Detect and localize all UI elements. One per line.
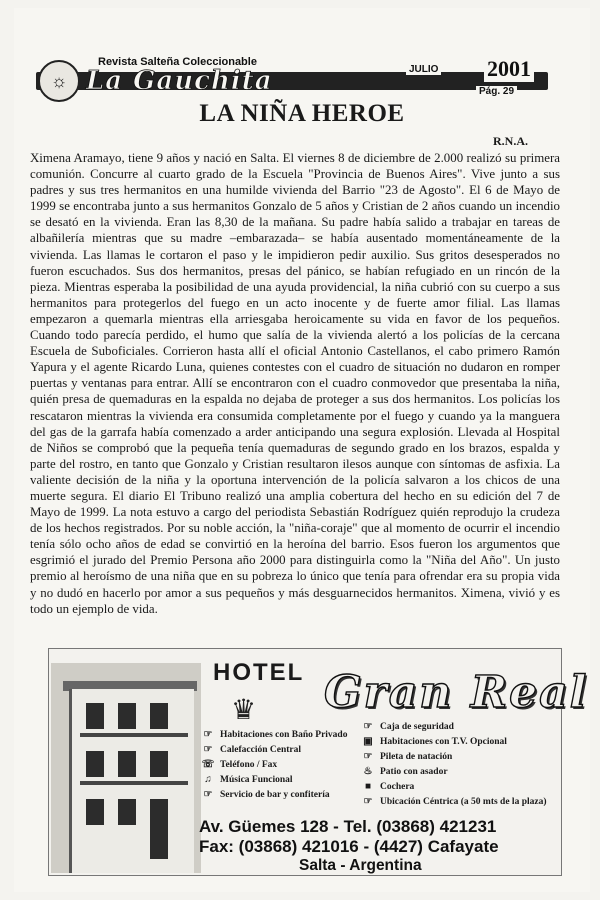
hand-pointer-icon: ☞: [203, 729, 213, 740]
hand-pointer-icon: ☞: [363, 751, 373, 762]
masthead-subtitle: Revista Salteña Coleccionable: [94, 56, 261, 68]
issue-year: 2001: [484, 56, 534, 82]
service-item: ♫ Música Funcional: [199, 772, 347, 787]
grill-icon: ♨: [363, 766, 373, 777]
service-item: ☞ Calefacción Central: [199, 742, 347, 757]
services-list-right: [359, 719, 547, 809]
hand-pointer-icon: ☞: [203, 789, 213, 800]
phone-icon: ☏: [201, 759, 215, 770]
article-title: LA NIÑA HEROE: [199, 100, 405, 127]
hotel-building-photo: [51, 663, 201, 873]
hotel-fax: Fax: (03868) 421016 - (4427) Cafayate: [199, 837, 499, 856]
hand-pointer-icon: ☞: [363, 796, 373, 807]
hotel-label: HOTEL: [213, 659, 305, 686]
hotel-city: Salta - Argentina: [299, 857, 422, 874]
service-item: ☞ Habitaciones con Baño Privado: [199, 727, 347, 742]
service-item: ♨ Patio con asador: [359, 764, 547, 779]
service-item: ☞ Ubicación Céntrica (a 50 mts de la plaza): [359, 794, 547, 809]
hotel-address: Av. Güemes 128 - Tel. (03868) 421231: [199, 817, 497, 836]
tv-icon: ▣: [363, 736, 373, 747]
service-item: ▣ Habitaciones con T.V. Opcional: [359, 734, 547, 749]
service-item: ■ Cochera: [359, 779, 547, 794]
car-icon: ■: [364, 781, 372, 792]
hand-pointer-icon: ☞: [363, 721, 373, 732]
service-item: ☞ Pileta de natación: [359, 749, 547, 764]
article-author: R.N.A.: [493, 134, 528, 148]
crown-icon: ♛: [231, 695, 257, 726]
article-body: Ximena Aramayo, tiene 9 años y nació en Salta. El viernes 8 de diciembre de 2.000 realizó su primera comunión. Concurre al cuarto grado de la Escuela "Provincia de Buenos Aires". Vive junto a sus padres y sus tres hermanitos en una humilde vivienda del Barrio "23 de Agosto". El 6 de Mayo de 1999 se encontraba junto a sus hermanitos Gonzalo de 5 años y Cristian de 2 años cuando un incendio se desató en la vivienda. Eran las 8,30 de la mañana. Su padre había salido a trabajar en tareas de albañilería mientras que su madre –embarazada– se había ausentado momentáneamente de la vivienda. Las llamas le cortaron el paso y le impidieron pedir auxilio. Sus gritos desesperados no fueron escuchados. Sus dos hermanitos, presas del pánico, se habían refugiado en un rincón de la pieza. Mientras esperaba la posibilidad de una ayuda providencial, la niña cubrió con su cuerpo a sus hermanitos para protegerlos del fuego en un acto inocente y de fuerte amor filial. Las llamas empezaron a quemarla mientras ella arriesgaba heroicamente su vida en favor de los pequeños. Cuando todo parecía perdido, el humo que salía de la vivienda alertó a los policías de la cercana Escuela de Suboficiales. Corrieron hasta allí el oficial Antonio Castellanos, el cabo primero Ramón Yapura y el agente Ricardo Luna, quienes contestes con el cuadro de situación no dudaron en romper puertas y ventanas para entrar. Allí se encontraron con el cuadro conmovedor que presentaba la niña, quién presa de quemaduras en la espalda no dejaba de proteger a sus dos hermanitos. Los policías los rescataron mientras la vivienda era consumida completamente por el fuego y cuando ya la manguera del gas de la garrafa había comenzado a arder anticipando una segura explosión. Llevada al Hospital de Niños se comprobó que la pequeña tenía quemaduras de segundo grado en los brazos, espalda y parte del rostro, en tanto que Gonzalo y Cristian resultaron ilesos aunque con síntomas de asfixia. La valiente decisión de la niña y la oportuna intervención de la policía salvaron a los chicos de una muerte segura. El diario El Tribuno realizó una amplia cobertura del hecho en su edición del 7 de Mayo de 1999. La nota estuvo a cargo del periodista Sebastián Rodríguez quién reprodujo la crudeza de los hechos registrados. Por su noble acción, la "niña-coraje" que al momento de ocurrir el incendio tenía sólo ocho años de edad se convirtió en la heroína del barrio. Esos fueron los argumentos que esgrimió el jurado del Premio Persona año 2000 para distinguirla como la "Niña del Año". Un justo premio al heroísmo de una niña que en su pobreza lo único que tenía para ofrendar era su propia vida y no dudó en hacerlo por amor a sus pequeños y más desguarnecidos hermanitos. Ximena, vivió y es todo un ejemplo de vida.: [30, 151, 560, 616]
masthead: [36, 58, 548, 100]
magazine-page: [14, 8, 590, 892]
service-item: ☞ Caja de seguridad: [359, 719, 547, 734]
page-number: Pág. 29: [476, 86, 517, 97]
service-item: ☏ Teléfono / Fax: [199, 757, 347, 772]
issue-month: JULIO: [406, 64, 441, 75]
service-item: ☞ Servicio de bar y confitería: [199, 787, 347, 802]
hand-pointer-icon: ☞: [203, 744, 213, 755]
magazine-title: La Gauchita: [86, 66, 273, 96]
services-list-left: [199, 727, 347, 802]
hotel-advertisement: [48, 648, 589, 876]
music-icon: ♫: [204, 774, 212, 785]
gaucho-logo-icon: ☼: [38, 60, 80, 102]
hotel-name: Gran Real: [324, 667, 589, 718]
